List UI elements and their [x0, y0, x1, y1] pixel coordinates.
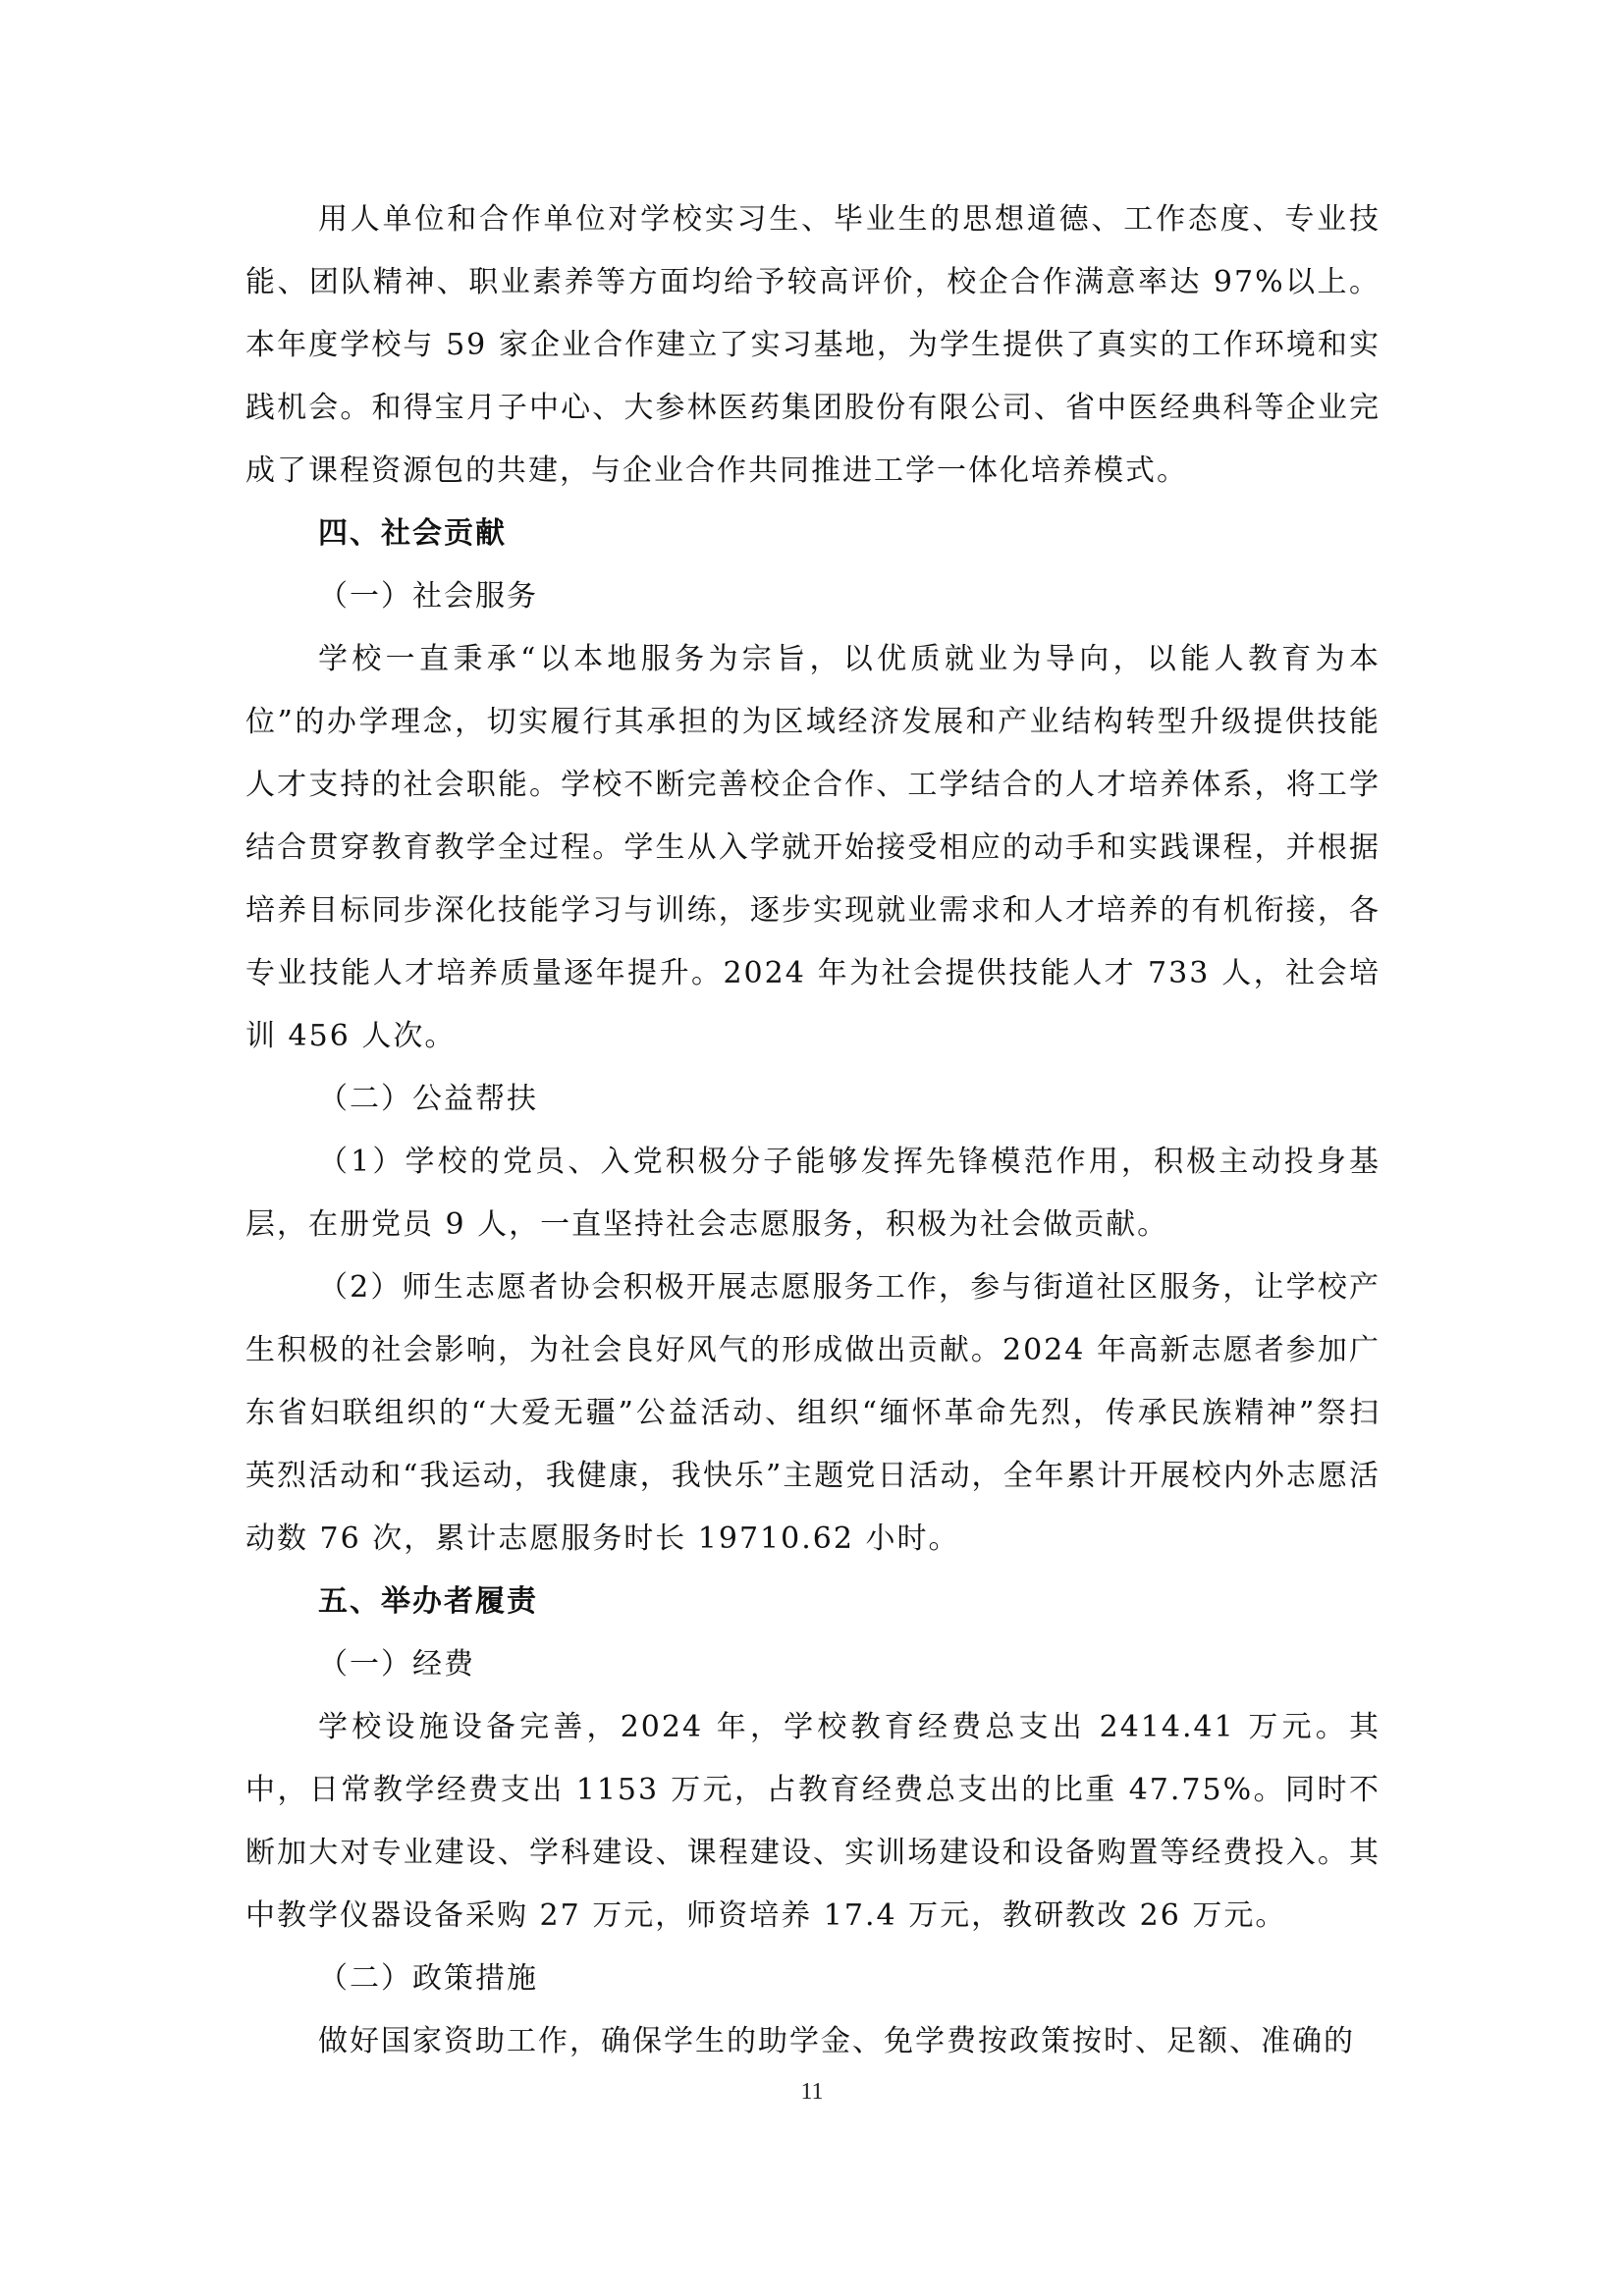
paragraph-funding: 学校设施设备完善，2024 年，学校教育经费总支出 2414.41 万元。其中，日常教学经费支出 1153 万元，占教育经费总支出的比重 47.75%。同时不断加大对专业建设、学科建设、课程建设、实训场建设和设备购置等经费投入。其中教学仪器设备采购 27 万元，师资培养 17.4 万元，教研教改 26 万元。 — [245, 1710, 1380, 1933]
paragraph-internship-evaluation: 用人单位和合作单位对学校实习生、毕业生的思想道德、工作态度、专业技能、团队精神、职业素养等方面均给予较高评价，校企合作满意率达 97%以上。本年度学校与 59 家企业合作建立了实习基地，为学生提供了真实的工作环境和实践机会。和得宝月子中心、大参林医药集团股份有限公司、省中医经典科等企业完成了课程资源包的共建，与企业合作共同推进工学一体化培养模式。 — [245, 202, 1380, 488]
paragraph-volunteer-association: （2）师生志愿者协会积极开展志愿服务工作，参与街道社区服务，让学校产生积极的社会影响，为社会良好风气的形成做出贡献。2024 年高新志愿者参加广东省妇联组织的“大爱无疆”公益活动、组织“缅怀革命先烈，传承民族精神”祭扫英烈活动和“我运动，我健康，我快乐”主题党日活动，全年累计开展校内外志愿活动数 76 次，累计志愿服务时长 19710.62 小时。 — [245, 1270, 1380, 1556]
section-heading-organizer-duties: 五、举办者履责 — [318, 1584, 538, 1619]
page-number: 11 — [800, 2079, 824, 2105]
page-body — [245, 188, 1380, 2073]
paragraph-party-members: （1）学校的党员、入党积极分子能够发挥先锋模范作用，积极主动投身基层，在册党员 9 人，一直坚持社会志愿服务，积极为社会做贡献。 — [245, 1145, 1380, 1242]
subsection-heading-social-service: （一）社会服务 — [318, 579, 538, 614]
subsection-heading-funding: （一）经费 — [318, 1647, 475, 1682]
subsection-heading-public-welfare: （二）公益帮扶 — [318, 1082, 538, 1116]
section-heading-social-contribution: 四、社会贡献 — [318, 516, 507, 551]
paragraph-policy-measures: 做好国家资助工作，确保学生的助学金、免学费按政策按时、足额、准确的 — [318, 2024, 1355, 2058]
subsection-heading-policy-measures: （二）政策措施 — [318, 1961, 538, 1996]
paragraph-social-service: 学校一直秉承“以本地服务为宗旨，以优质就业为导向，以能人教育为本位”的办学理念，切实履行其承担的为区域经济发展和产业结构转型升级提供技能人才支持的社会职能。学校不断完善校企合作、工学结合的人才培养体系，将工学结合贯穿教育教学全过程。学生从入学就开始接受相应的动手和实践课程，并根据培养目标同步深化技能学习与训练，逐步实现就业需求和人才培养的有机衔接，各专业技能人才培养质量逐年提升。2024 年为社会提供技能人才 733 人，社会培训 456 人次。 — [245, 642, 1380, 1053]
